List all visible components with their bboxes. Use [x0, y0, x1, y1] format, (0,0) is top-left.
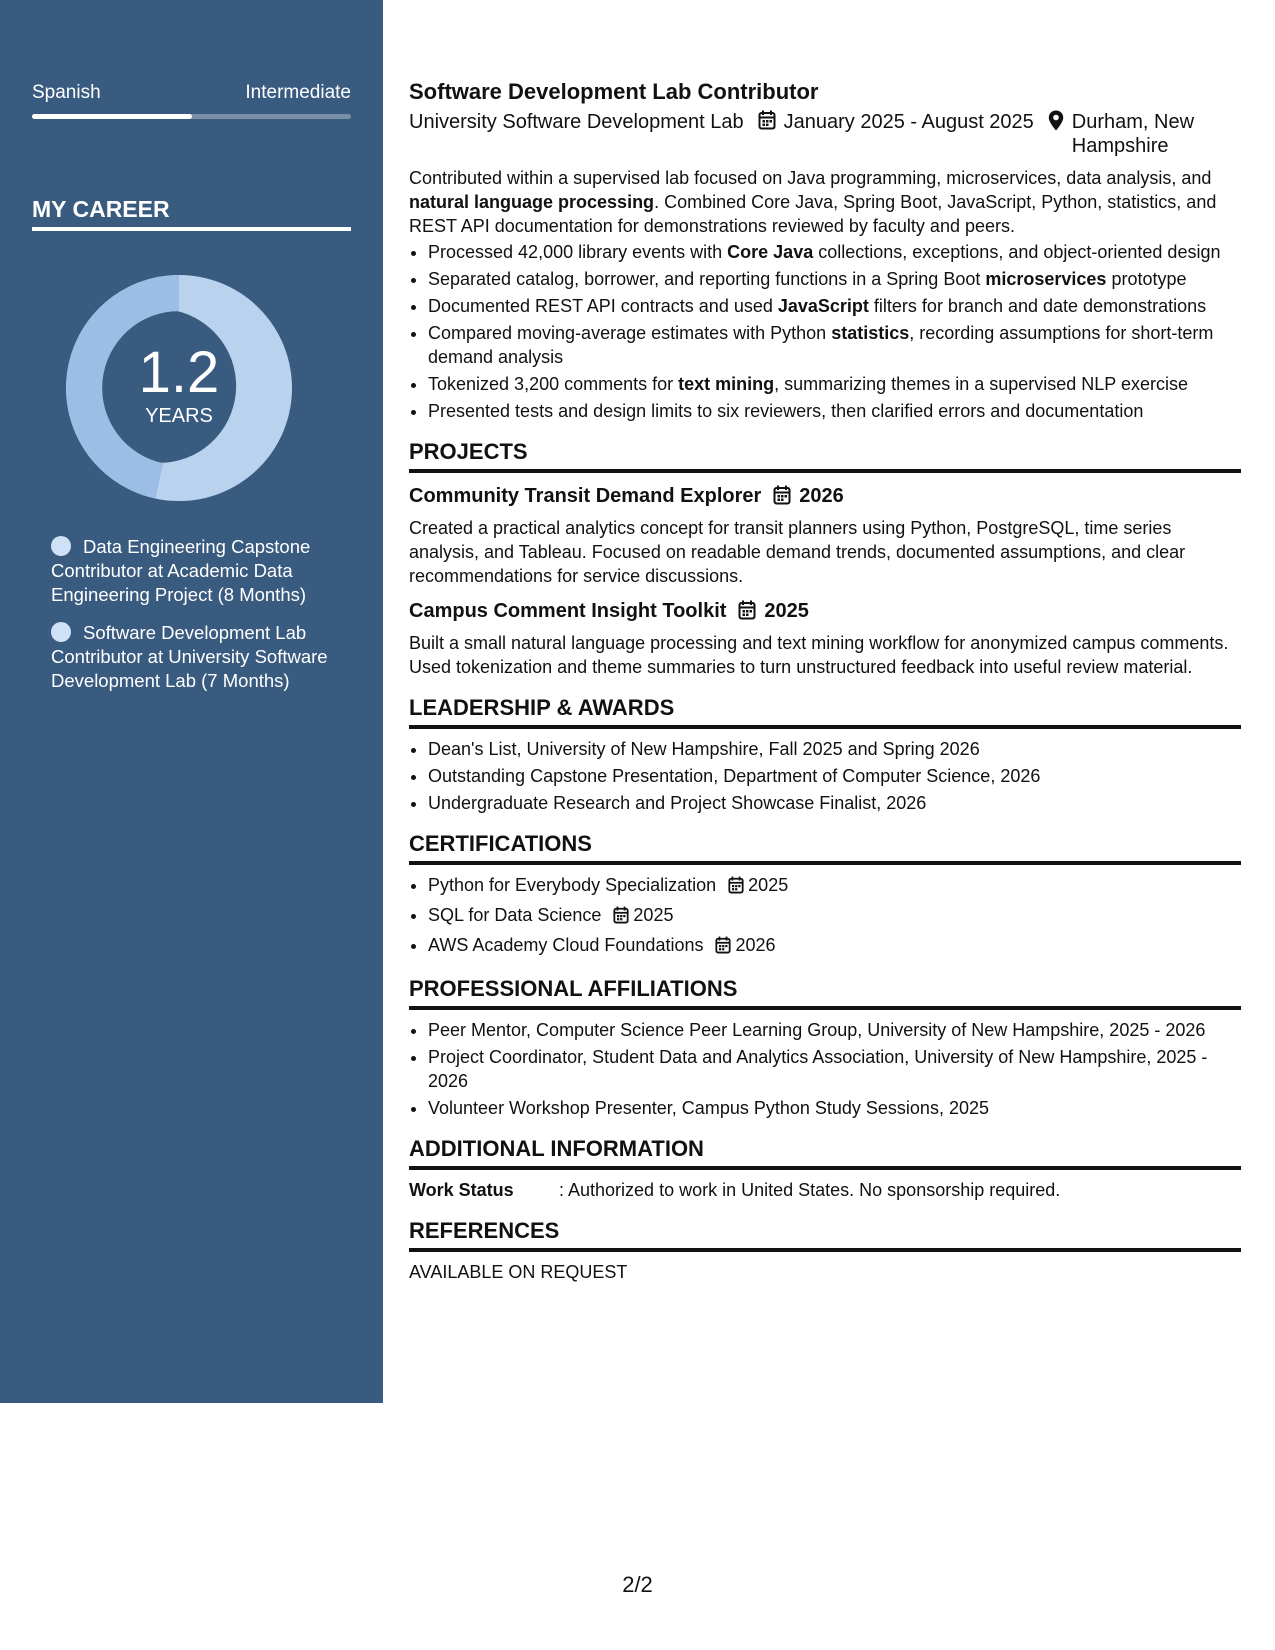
- certification-name: SQL for Data Science: [428, 905, 602, 925]
- additional-info-heading: ADDITIONAL INFORMATION: [409, 1136, 1241, 1170]
- bullet-dot-icon: [51, 622, 71, 642]
- career-total: [66, 275, 292, 501]
- affiliation-item: • Volunteer Workshop Presenter, Campus Python Study Sessions, 2025: [428, 1096, 1241, 1120]
- text-run: , recording assumptions for short-term demand analysis: [428, 323, 1214, 367]
- certification-item: [428, 903, 1241, 930]
- bold-keyword: Core Java: [727, 242, 814, 262]
- certification-item: [428, 933, 1241, 960]
- bullet-dot-icon: [51, 536, 71, 556]
- bold-keyword: natural language processing: [409, 192, 655, 212]
- language-proficiency-fill: [32, 114, 192, 119]
- certification-name: Python for Everybody Specialization: [428, 875, 717, 895]
- main-content: [409, 78, 1241, 1283]
- calendar-icon: [715, 936, 731, 960]
- language-level: Intermediate: [245, 82, 351, 103]
- calendar-icon: [728, 876, 744, 900]
- bold-keyword: JavaScript: [777, 296, 869, 316]
- text-run: . Combined Core Java, Spring Boot, JavaScript, Python, statistics, and REST API documentation for demonstrations reviewed by faculty and peers.: [409, 192, 1217, 236]
- calendar-icon: [758, 110, 776, 136]
- experience-summary: [409, 166, 1241, 238]
- leadership-list: [409, 737, 1241, 815]
- certifications-list: [409, 873, 1241, 960]
- projects-heading: PROJECTS: [409, 439, 1241, 473]
- page-number: 2/2: [622, 1572, 653, 1597]
- experience-bullets: [409, 240, 1241, 423]
- experience-bullet: [428, 321, 1241, 369]
- experience-company: University Software Development Lab: [409, 111, 744, 133]
- text-run: Compared moving-average estimates with Python: [428, 323, 832, 343]
- leadership-item: • Outstanding Capstone Presentation, Department of Computer Science, 2026: [428, 764, 1241, 788]
- text-run: Documented REST API contracts and used: [428, 296, 778, 316]
- text-run: Separated catalog, borrower, and reporting functions in a Spring Boot: [428, 269, 986, 289]
- map-pin-icon: [1048, 110, 1064, 158]
- project-year: 2026: [799, 485, 844, 507]
- text-run: prototype: [1106, 269, 1187, 289]
- certification-year: 2025: [633, 905, 674, 925]
- text-run: filters for branch and date demonstrations: [868, 296, 1207, 316]
- project-title-row: [409, 598, 1241, 627]
- experience-meta: [409, 110, 1241, 158]
- experience-bullet: [428, 240, 1241, 264]
- career-list: [51, 535, 341, 707]
- experience-location: [1034, 110, 1232, 158]
- language-name: Spanish: [32, 82, 101, 103]
- calendar-icon: [773, 485, 791, 512]
- text-run: Processed 42,000 library events with: [428, 242, 728, 262]
- text-run: Tokenized 3,200 comments for: [428, 374, 679, 394]
- project-year: 2025: [764, 600, 809, 622]
- bold-keyword: microservices: [985, 269, 1107, 289]
- career-item: [51, 621, 341, 693]
- project-item: [409, 483, 1241, 588]
- certification-year: 2026: [735, 935, 776, 955]
- experience-title: Software Development Lab Contributor: [409, 79, 819, 104]
- career-item-text: Software Development Lab Contributor at University Software Development Lab (7 Months): [51, 622, 328, 691]
- experience-bullet: [428, 267, 1241, 291]
- affiliations-list: [409, 1018, 1241, 1120]
- bold-keyword: statistics: [831, 323, 910, 343]
- affiliation-item: • Project Coordinator, Student Data and Analytics Association, University of New Hampshire, 2025 - 2026: [428, 1045, 1241, 1093]
- text-run: Presented tests and design limits to six reviewers, then clarified errors and documentation: [428, 401, 1144, 421]
- calendar-icon: [738, 600, 756, 627]
- certifications-heading: CERTIFICATIONS: [409, 831, 1241, 865]
- career-item-text: Data Engineering Capstone Contributor at Academic Data Engineering Project (8 Months): [51, 536, 311, 605]
- project-title: Community Transit Demand Explorer: [409, 485, 762, 507]
- career-total-unit: YEARS: [145, 404, 213, 427]
- text-run: Contributed within a supervised lab focused on Java programming, microservices, data analysis, and: [409, 168, 1212, 188]
- career-item: [51, 535, 341, 607]
- sidebar: [0, 0, 383, 1403]
- experience-location-text: Durham, New Hampshire: [1071, 111, 1195, 157]
- experience-bullet: [428, 294, 1241, 318]
- experience-bullet: [428, 399, 1241, 423]
- bold-keyword: text mining: [678, 374, 775, 394]
- certification-year: 2025: [748, 875, 789, 895]
- experience-dates: January 2025 - August 2025: [783, 111, 1034, 133]
- calendar-icon: [613, 906, 629, 930]
- work-status-label: Work Status: [409, 1180, 514, 1200]
- affiliation-item: • Peer Mentor, Computer Science Peer Learning Group, University of New Hampshire, 2025 - 2026: [428, 1018, 1241, 1042]
- references-heading: REFERENCES: [409, 1218, 1241, 1252]
- certification-name: AWS Academy Cloud Foundations: [428, 935, 704, 955]
- language-proficiency-bar: [32, 114, 351, 119]
- text-run: , summarizing themes in a supervised NLP exercise: [774, 374, 1188, 394]
- leadership-heading: LEADERSHIP & AWARDS: [409, 695, 1241, 729]
- career-total-value: 1.2: [138, 339, 220, 405]
- work-status-value: : Authorized to work in United States. No sponsorship required.: [559, 1180, 1061, 1200]
- experience-bullet: [428, 372, 1241, 396]
- project-description: Built a small natural language processing and text mining workflow for anonymized campus comments. Used tokenization and theme summaries to turn unstructured feedback into useful review material.: [409, 633, 1229, 677]
- text-run: collections, exceptions, and object-oriented design: [813, 242, 1221, 262]
- project-item: [409, 598, 1241, 679]
- language-row: [32, 82, 351, 104]
- project-description: Created a practical analytics concept for transit planners using Python, PostgreSQL, time series analysis, and Tableau. Focused on readable demand trends, documented assumptions, and clear recommendations for service discussions.: [409, 518, 1186, 586]
- affiliations-heading: PROFESSIONAL AFFILIATIONS: [409, 976, 1241, 1010]
- leadership-item: • Dean's List, University of New Hampshire, Fall 2025 and Spring 2026: [428, 737, 1241, 761]
- references-text: AVAILABLE ON REQUEST: [409, 1262, 628, 1282]
- work-status-row: [409, 1178, 1241, 1202]
- certification-item: [428, 873, 1241, 900]
- career-heading: MY CAREER: [32, 196, 351, 231]
- project-title: Campus Comment Insight Toolkit: [409, 600, 727, 622]
- project-title-row: [409, 483, 1241, 512]
- leadership-item: • Undergraduate Research and Project Showcase Finalist, 2026: [428, 791, 1241, 815]
